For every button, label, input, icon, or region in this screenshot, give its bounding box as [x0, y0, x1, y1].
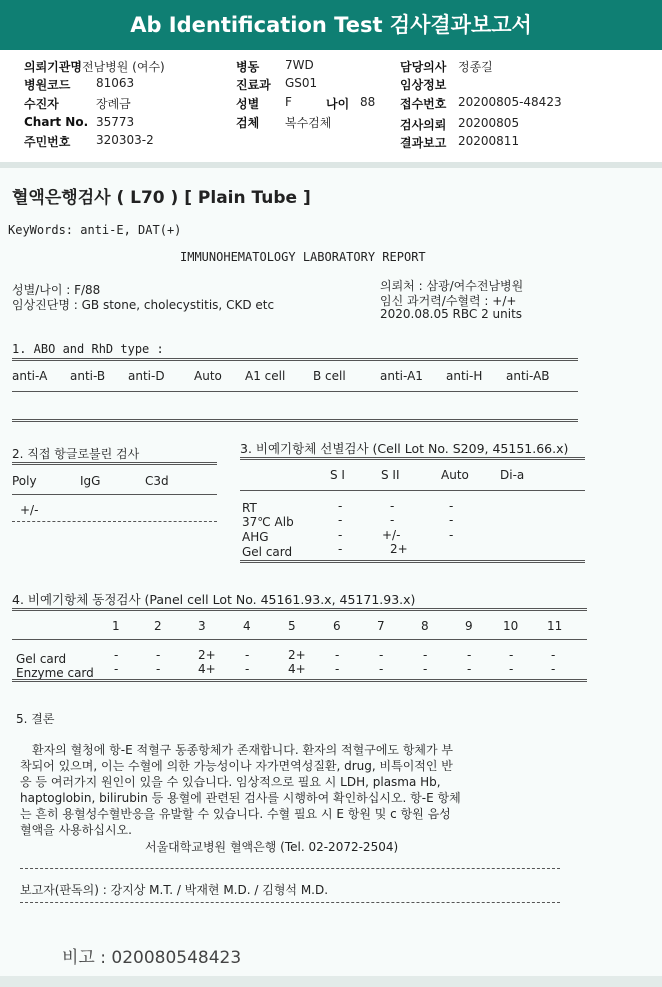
- panel-cell: -: [245, 648, 250, 662]
- transfusion-history-detail: 2020.08.05 RBC 2 units: [380, 307, 523, 321]
- sex-label: 성별: [236, 97, 260, 111]
- panel-header: 11: [547, 619, 563, 633]
- screen-header-auto: Auto: [441, 468, 469, 482]
- abo-header-anti-a1: anti-A1: [380, 369, 423, 383]
- section-title: 혈액은행검사 ( L70 ) [ Plain Tube ]: [12, 188, 311, 208]
- screen-cell: -: [449, 499, 454, 513]
- recipient-label: 수진자: [24, 97, 59, 111]
- panel-row-label: Enzyme card: [16, 666, 94, 680]
- screen-rule-top: [240, 457, 585, 460]
- abo-rule-bottom: [12, 419, 578, 422]
- panel-cell: -: [509, 648, 514, 662]
- panel-rule-bottom: [12, 679, 587, 682]
- abo-header-anti-d: anti-D: [128, 369, 165, 383]
- dept-value: GS01: [285, 76, 318, 90]
- reporters: 보고자(판독의) : 강지상 M.T. / 박재현 M.D. / 김형석 M.D.: [20, 883, 329, 897]
- screen-rule-mid: [240, 490, 585, 491]
- panel-cell: -: [156, 648, 161, 662]
- request-value: 20200805: [458, 116, 520, 130]
- panel-cell: -: [335, 662, 340, 676]
- panel-header: 6: [333, 619, 341, 633]
- transfusion-history: 임신 과거력/수혈력 : +/+: [380, 294, 517, 308]
- hospital-label: 의뢰기관명: [24, 60, 82, 74]
- conclusion-line: 착되어 있으며, 이는 수혈에 의한 가능성이나 자가면역성질환, drug, 비특이적인 반: [20, 759, 453, 773]
- screen-cell: +/-: [382, 528, 401, 542]
- panel-header: 5: [288, 619, 296, 633]
- referrer: 의뢰처 : 삼광/여수전남병원: [380, 279, 524, 293]
- panel-cell: 2+: [288, 648, 306, 662]
- specimen-value: 복수검체: [285, 116, 332, 130]
- request-label: 검사의뢰: [400, 118, 447, 132]
- recipient-value: 장례금: [96, 97, 131, 111]
- lab-report-title: IMMUNOHEMATOLOGY LABORATORY REPORT: [180, 250, 426, 264]
- screen-cell: -: [338, 499, 343, 513]
- specimen-label: 검체: [236, 116, 260, 130]
- dat-header-igg: IgG: [80, 474, 101, 488]
- panel-cell: -: [379, 648, 384, 662]
- chart-value: 35773: [96, 115, 135, 129]
- screen-header-si: S I: [330, 468, 345, 482]
- panel-cell: -: [423, 648, 428, 662]
- report-title: Ab Identification Test 검사결과보고서: [0, 0, 662, 50]
- remark: 비고 : 020080548423: [62, 948, 242, 968]
- result-value: 20200811: [458, 134, 520, 148]
- ward-label: 병동: [236, 60, 260, 74]
- panel-header: 2: [154, 619, 162, 633]
- footer-rule-top: [20, 868, 560, 869]
- screen-header-dia: Di-a: [500, 468, 525, 482]
- panel-cell: -: [114, 648, 119, 662]
- screen-cell: -: [390, 499, 395, 513]
- dat-rule-bottom: [12, 521, 217, 522]
- bottom-bar: [0, 976, 662, 987]
- patient-info-panel: [0, 50, 662, 162]
- panel-header: 8: [421, 619, 429, 633]
- receipt-value: 20200805-48423: [458, 95, 562, 109]
- dat-rule-top: [12, 462, 217, 465]
- doctor-label: 담당의사: [400, 60, 447, 74]
- receipt-label: 접수번호: [400, 97, 447, 111]
- screen-cell: -: [338, 528, 343, 542]
- screen-row-label: RT: [242, 501, 257, 515]
- screen-cell: -: [449, 513, 454, 527]
- doctor-value: 정종길: [458, 60, 493, 74]
- panel-cell: 4+: [198, 662, 216, 676]
- abo-header-anti-ab: anti-AB: [506, 369, 550, 383]
- panel-cell: -: [114, 662, 119, 676]
- conclusion-line: 환자의 혈청에 항-E 적혈구 동종항체가 존재합니다. 환자의 적혈구에도 항체가 부: [32, 743, 454, 757]
- screen-header-sii: S II: [381, 468, 400, 482]
- panel-cell: -: [423, 662, 428, 676]
- screen-cell: -: [449, 528, 454, 542]
- age-value: 88: [360, 95, 376, 109]
- screen-row-label: Gel card: [242, 545, 293, 559]
- sex-age: 성별/나이 : F/88: [12, 283, 101, 297]
- conclusion-line: 혈액을 사용하십시오.: [20, 823, 132, 837]
- dat-header-poly: Poly: [12, 474, 37, 488]
- panel-rule-top: [12, 608, 587, 611]
- dat-header-c3d: C3d: [145, 474, 169, 488]
- chart-label: Chart No.: [24, 115, 89, 129]
- panel-header: 7: [377, 619, 385, 633]
- dept-label: 진료과: [236, 78, 271, 92]
- panel-cell: -: [379, 662, 384, 676]
- abo-header-b-cell: B cell: [313, 369, 346, 383]
- hospcode-value: 81063: [96, 76, 135, 90]
- report-body: [0, 168, 662, 976]
- abo-rule-mid: [12, 391, 578, 392]
- panel-header: 9: [465, 619, 473, 633]
- screen-cell: -: [390, 513, 395, 527]
- panel-header: 3: [198, 619, 206, 633]
- panel-row-label: Gel card: [16, 652, 67, 666]
- hospital-value: 전남병원 (여수): [82, 60, 165, 74]
- abo-header-anti-a: anti-A: [12, 369, 48, 383]
- id-label: 주민번호: [24, 135, 71, 149]
- panel-header: 10: [503, 619, 519, 633]
- panel-cell: -: [551, 662, 556, 676]
- abo-header-anti-b: anti-B: [70, 369, 106, 383]
- dat-rule-mid: [12, 494, 217, 495]
- screen-cell: -: [338, 542, 343, 556]
- panel-header: 4: [243, 619, 251, 633]
- panel-cell: 2+: [198, 648, 216, 662]
- clinical-label: 임상정보: [400, 78, 447, 92]
- screen-cell: 2+: [390, 542, 408, 556]
- abo-title: 1. ABO and RhD type :: [12, 342, 164, 356]
- panel-cell: -: [335, 648, 340, 662]
- abo-rule-top: [12, 358, 578, 361]
- panel-cell: -: [509, 662, 514, 676]
- footer-rule-bottom: [20, 902, 560, 903]
- keywords: KeyWords: anti-E, DAT(+): [8, 223, 182, 237]
- panel-cell: -: [467, 648, 472, 662]
- ward-value: 7WD: [285, 58, 314, 72]
- diagnosis: 임상진단명 : GB stone, cholecystitis, CKD etc: [12, 298, 275, 312]
- conclusion-line: 는 흔히 용혈성수혈반응을 유발할 수 있습니다. 수혈 필요 시 E 항원 및 c 항원 음성: [20, 807, 451, 821]
- panel-cell: -: [156, 662, 161, 676]
- result-label: 결과보고: [400, 136, 447, 150]
- dat-title: 2. 직접 항글로불린 검사: [12, 447, 140, 461]
- age-label: 나이: [326, 97, 350, 111]
- panel-cell: -: [467, 662, 472, 676]
- panel-cell: -: [245, 662, 250, 676]
- screen-row-label: 37℃ Alb: [242, 515, 294, 529]
- conclusion-line: haptoglobin, bilirubin 등 용혈에 관련된 검사를 시행하여 확인하십시오. 항-E 항체: [20, 791, 461, 805]
- abo-header-auto: Auto: [194, 369, 222, 383]
- screen-cell: -: [338, 513, 343, 527]
- blood-bank-contact: 서울대학교병원 혈액은행 (Tel. 02-2072-2504): [145, 840, 399, 854]
- screen-rule-bottom: [240, 560, 585, 563]
- panel-cell: 4+: [288, 662, 306, 676]
- abo-header-anti-h: anti-H: [446, 369, 483, 383]
- conclusion-title: 5. 결론: [16, 712, 55, 726]
- abo-header-a1-cell: A1 cell: [245, 369, 286, 383]
- screen-row-label: AHG: [242, 530, 269, 544]
- screen-title: 3. 비예기항체 선별검사 (Cell Lot No. S209, 45151.66.x): [240, 441, 569, 456]
- panel-header: 1: [112, 619, 120, 633]
- sex-value: F: [285, 95, 292, 109]
- conclusion-line: 응 등 여러가지 원인이 있을 수 있습니다. 임상적으로 필요 시 LDH, plasma Hb,: [20, 775, 441, 789]
- panel-title: 4. 비예기항체 동정검사 (Panel cell Lot No. 45161.93.x, 45171.93.x): [12, 592, 416, 607]
- id-value: 320303-2: [96, 133, 154, 147]
- hospcode-label: 병원코드: [24, 78, 71, 92]
- panel-cell: -: [551, 648, 556, 662]
- panel-rule-mid: [12, 639, 587, 640]
- dat-value: +/-: [20, 503, 39, 517]
